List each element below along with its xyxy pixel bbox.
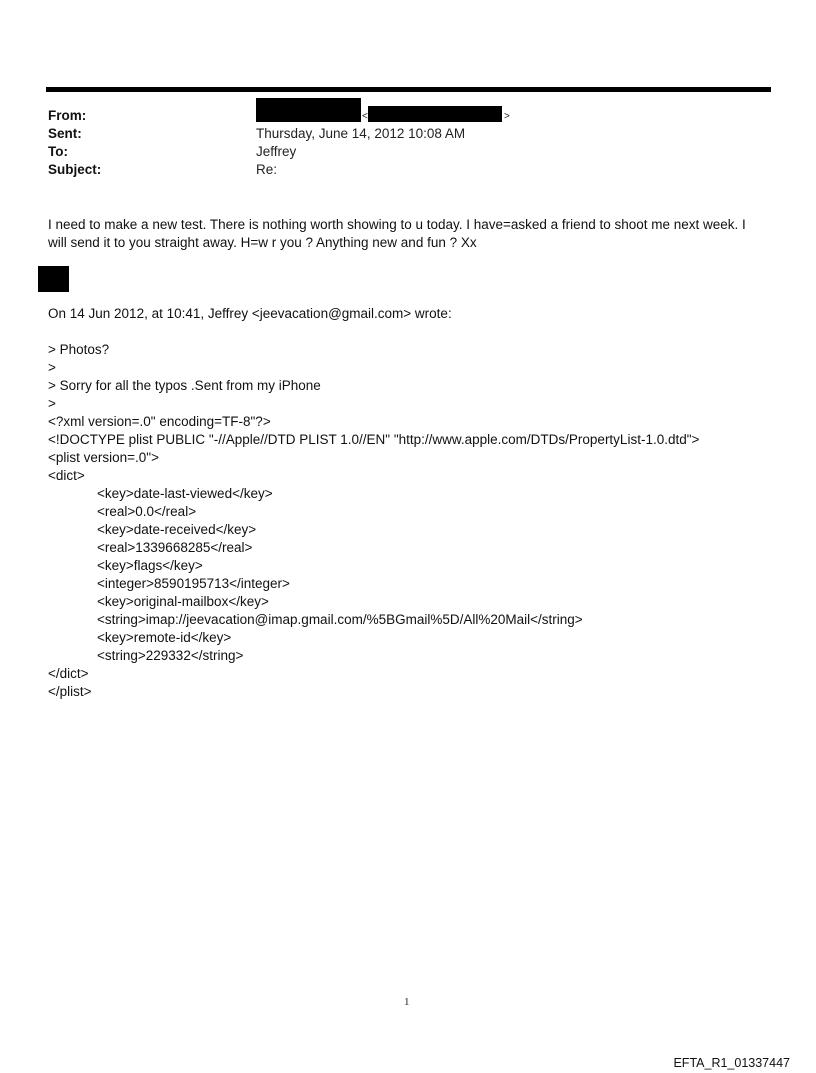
xml-line: <!DOCTYPE plist PUBLIC "-//Apple//DTD PLIST 1.0//EN" "http://www.apple.com/DTDs/PropertyList-1.0.dtd"> — [48, 432, 700, 447]
xml-close-line: </plist> — [48, 684, 92, 699]
to-value: Jeffrey — [256, 144, 297, 159]
redacted-signature — [38, 266, 69, 292]
to-label: To: — [48, 144, 68, 159]
message-body: I need to make a new test. There is nothing worth showing to u today. I have=asked a friend to shoot me next week. I will send it to you straight away. H=w r you ? Anything new and fun ? Xx — [48, 217, 746, 250]
xml-dict-line: <string>imap://jeevacation@imap.gmail.com/%5BGmail%5D/All%20Mail</string> — [97, 612, 583, 627]
xml-dict-line: <key>date-received</key> — [97, 522, 257, 537]
from-label: From: — [48, 108, 87, 123]
xml-dict-line: <key>remote-id</key> — [97, 630, 232, 645]
quoted-line: > — [48, 396, 56, 411]
quoted-line: > Sorry for all the typos .Sent from my iPhone — [48, 378, 321, 393]
header-rule — [46, 87, 771, 92]
xml-dict-line: <integer>8590195713</integer> — [97, 576, 290, 591]
redacted-sender-name — [256, 98, 361, 122]
xml-line: <dict> — [48, 468, 85, 483]
from-lt: < — [362, 111, 368, 122]
quoted-line: > Photos? — [48, 342, 110, 357]
document-id: EFTA_R1_01337447 — [673, 1056, 790, 1070]
subject-value: Re: — [256, 162, 278, 177]
xml-dict-line: <string>229332</string> — [97, 648, 244, 663]
redacted-sender-email — [368, 106, 502, 122]
subject-label: Subject: — [48, 162, 102, 177]
xml-line: <?xml version=.0" encoding=TF-8"?> — [48, 414, 271, 429]
xml-dict-line: <real>0.0</real> — [97, 504, 197, 519]
quoted-line: > — [48, 360, 56, 375]
quote-intro: On 14 Jun 2012, at 10:41, Jeffrey <jeevacation@gmail.com> wrote: — [48, 306, 452, 321]
xml-dict-line: <key>original-mailbox</key> — [97, 594, 269, 609]
sent-label: Sent: — [48, 126, 82, 141]
xml-line: <plist version=.0"> — [48, 450, 159, 465]
xml-close-line: </dict> — [48, 666, 89, 681]
page-number: 1 — [404, 996, 410, 1008]
xml-dict-line: <real>1339668285</real> — [97, 540, 253, 555]
sent-value: Thursday, June 14, 2012 10:08 AM — [256, 126, 466, 141]
from-gt: > — [504, 111, 510, 122]
xml-dict-line: <key>date-last-viewed</key> — [97, 486, 273, 501]
xml-dict-line: <key>flags</key> — [97, 558, 203, 573]
